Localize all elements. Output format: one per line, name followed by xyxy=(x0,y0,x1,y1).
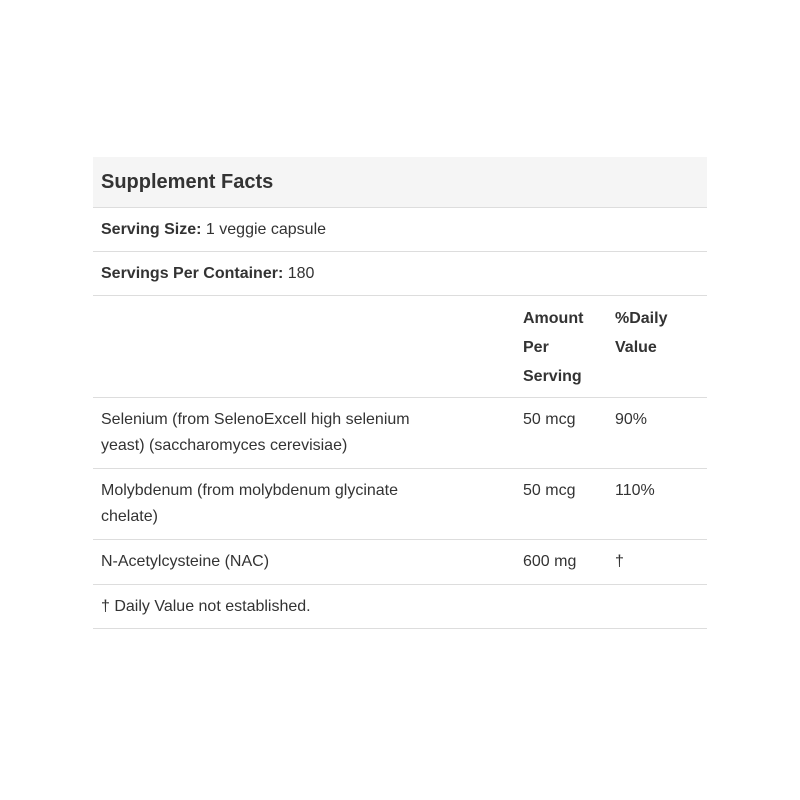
serving-size-label: Serving Size: xyxy=(101,220,202,238)
ingredient-name xyxy=(93,540,523,584)
ingredient-daily-value: 90% xyxy=(615,411,648,428)
ingredient-row xyxy=(93,540,707,585)
ingredient-name-line: Molybdenum (from molybdenum glycinate xyxy=(101,482,399,499)
footnote-text: † Daily Value not established. xyxy=(101,597,311,615)
amount-column-header xyxy=(523,296,615,397)
ingredient-name xyxy=(93,398,523,468)
ingredient-name-line: chelate) xyxy=(101,508,158,525)
servings-per-container-label: Servings Per Container: xyxy=(101,264,284,282)
serving-size-value: 1 veggie capsule xyxy=(201,220,327,238)
name-column-header xyxy=(93,296,523,397)
ingredient-amount: 50 mcg xyxy=(523,482,576,499)
servings-per-container-value: 180 xyxy=(283,264,315,282)
column-header-row xyxy=(93,296,707,398)
footnote-row xyxy=(93,585,707,629)
ingredient-daily-value: † xyxy=(615,553,624,570)
supplement-facts-panel xyxy=(93,157,707,629)
daily-value-column-header xyxy=(615,296,707,397)
ingredient-name-line: yeast) (saccharomyces cerevisiae) xyxy=(101,437,348,454)
ingredient-row xyxy=(93,469,707,540)
ingredient-name-line: N-Acetylcysteine (NAC) xyxy=(101,553,270,570)
serving-size-row xyxy=(93,208,707,252)
daily-value-header-line: Value xyxy=(615,339,657,356)
amount-header-line: Amount xyxy=(523,310,584,327)
ingredient-name-line: Selenium (from SelenoExcell high selenium xyxy=(101,411,410,428)
ingredient-daily-value: 110% xyxy=(615,482,655,499)
daily-value-header-line: %Daily xyxy=(615,310,668,327)
ingredient-name xyxy=(93,469,523,539)
ingredient-amount: 600 mg xyxy=(523,553,577,570)
ingredient-amount: 50 mcg xyxy=(523,411,576,428)
servings-per-container-row xyxy=(93,252,707,296)
amount-header-line: Per xyxy=(523,339,549,356)
panel-title: Supplement Facts xyxy=(93,157,707,208)
ingredient-row xyxy=(93,398,707,469)
amount-header-line: Serving xyxy=(523,368,582,385)
